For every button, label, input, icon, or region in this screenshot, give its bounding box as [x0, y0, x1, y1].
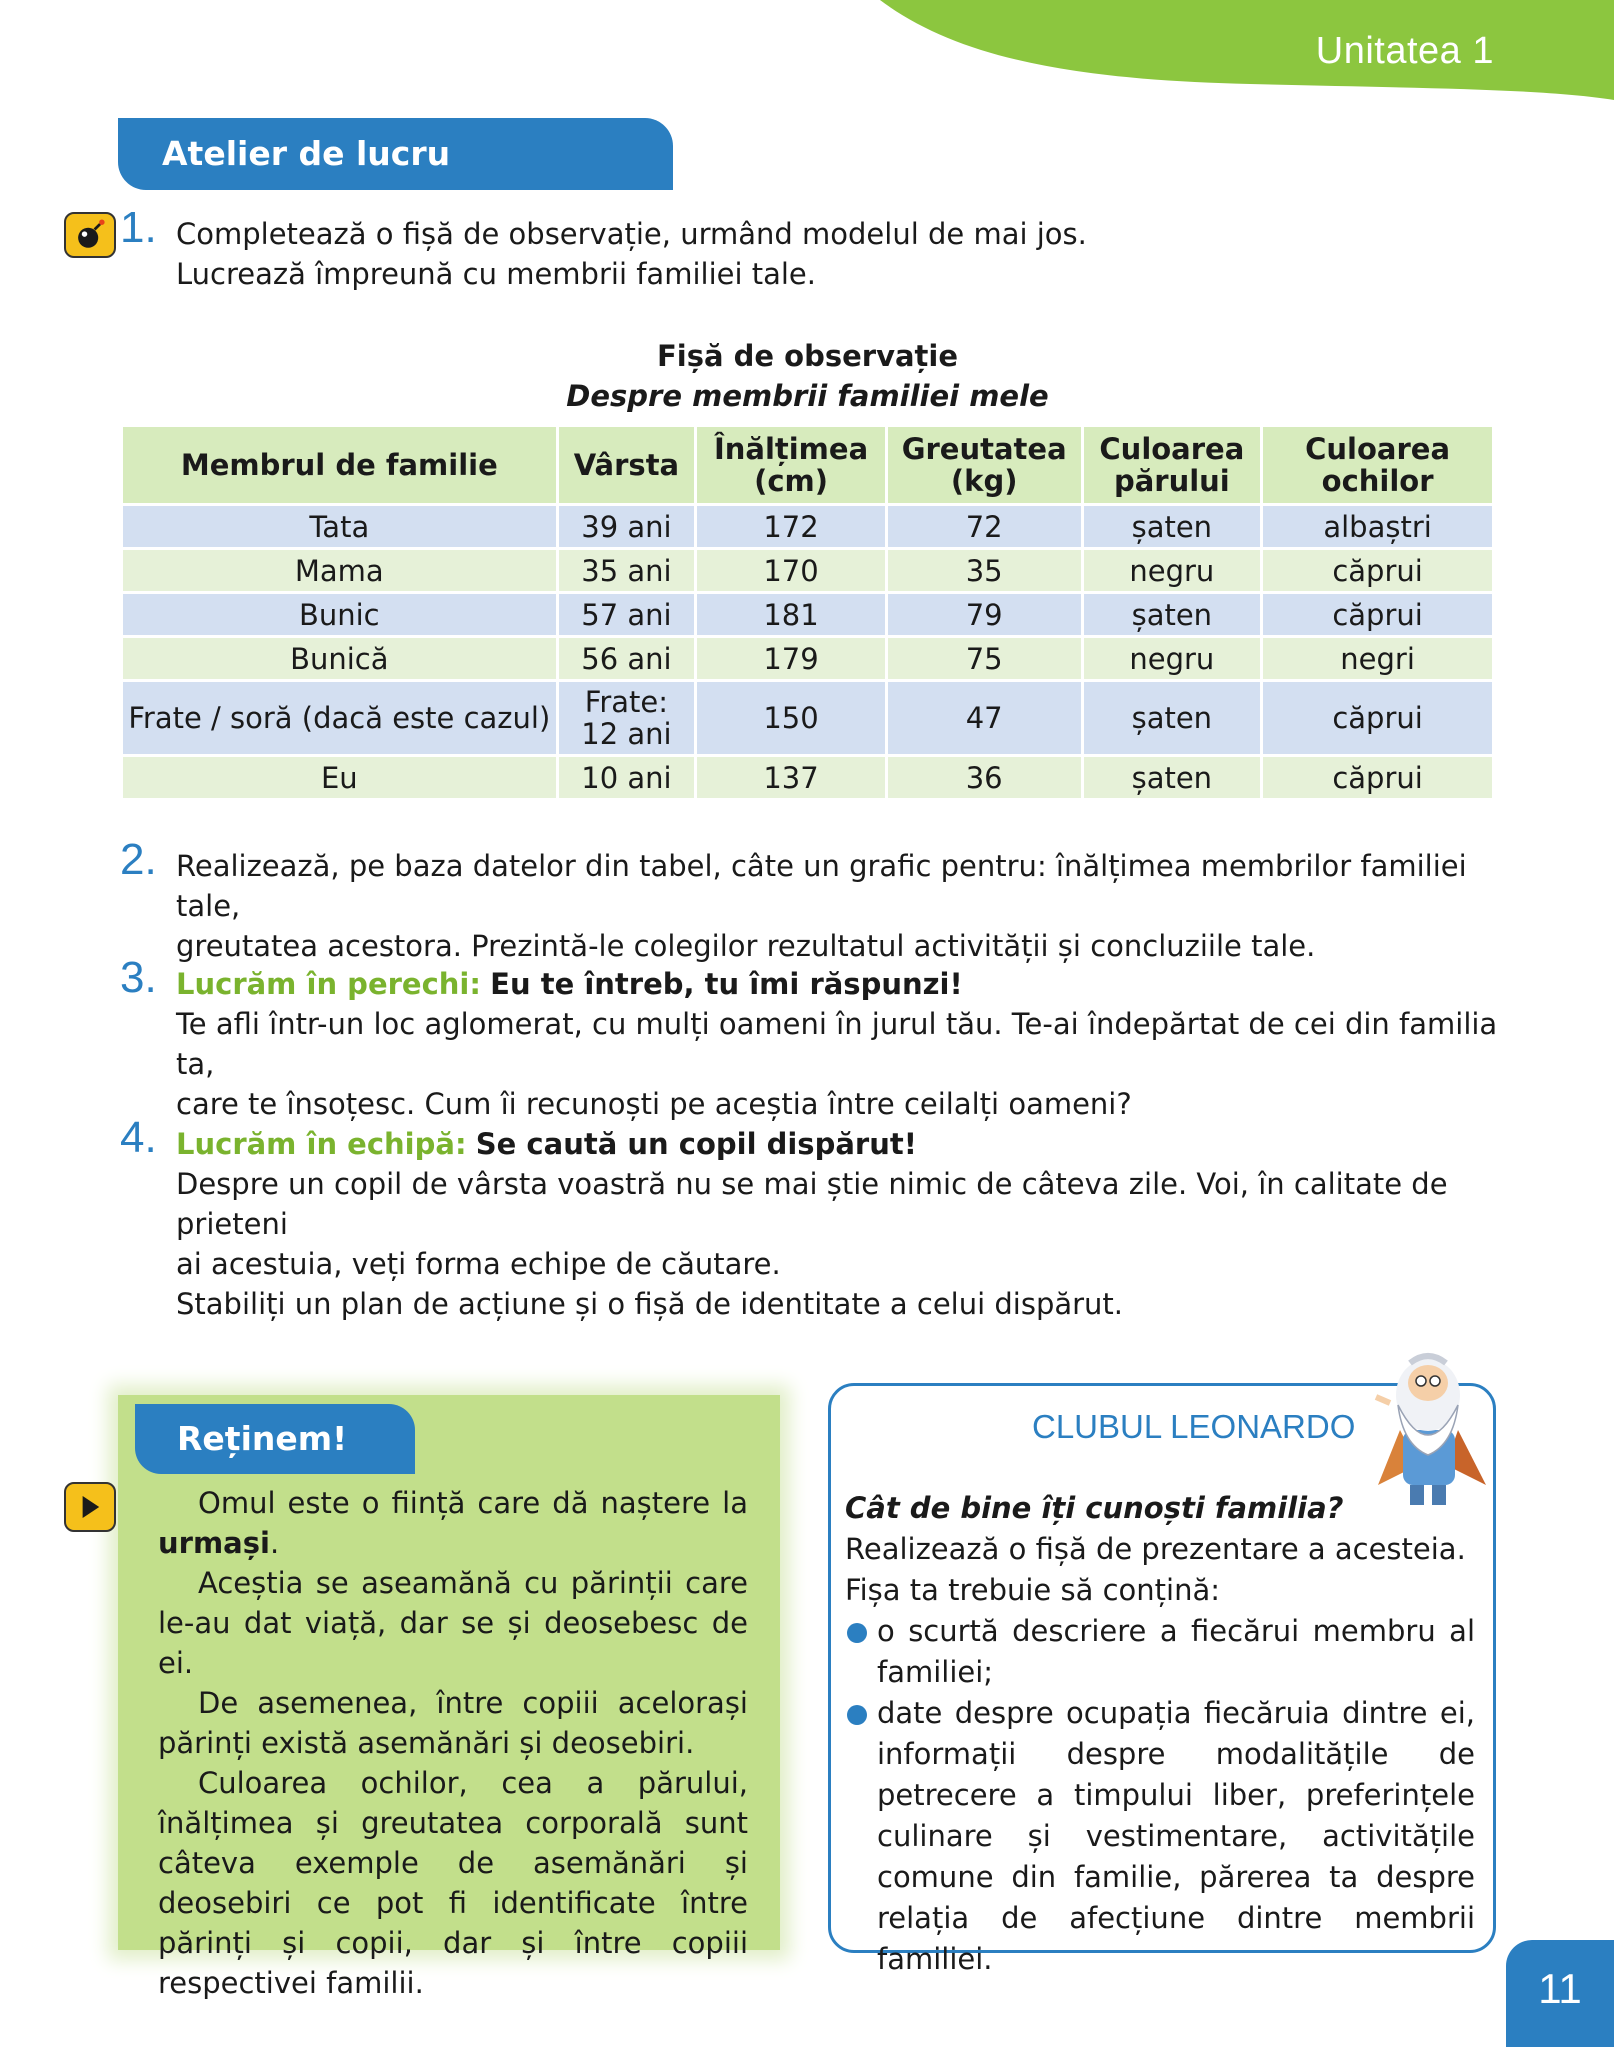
table-cell: Mama	[123, 550, 556, 591]
retinem-paragraph: Aceștia se aseamănă cu părinții care le-au dat viață, dar se și deosebesc de ei.	[158, 1566, 748, 1680]
table-cell: șaten	[1084, 757, 1261, 798]
column-header: Înălțimea (cm)	[697, 427, 885, 503]
club-line: Realizează o fișă de prezentare a acesteia.	[845, 1532, 1466, 1566]
table-cell: căprui	[1263, 550, 1492, 591]
retinem-text	[158, 1483, 748, 2003]
task-number: 3.	[120, 953, 157, 1002]
task-label: Lucrăm în perechi:	[176, 967, 481, 1001]
table-cell: căprui	[1263, 682, 1492, 754]
club-line: Fișa ta trebuie să conțină:	[845, 1573, 1221, 1607]
task-label: Lucrăm în echipă:	[176, 1127, 467, 1161]
page-number: 11	[1506, 1940, 1614, 2047]
club-question: Cât de bine îți cunoști familia?	[845, 1491, 1344, 1525]
task-text: Realizează, pe baza datelor din tabel, câte un grafic pentru: înălțimea membrilor familiei tale,	[176, 849, 1467, 923]
table-cell: 170	[697, 550, 885, 591]
table-cell: 181	[697, 594, 885, 635]
task-3	[120, 953, 1500, 1124]
retinem-paragraph: De asemenea, între copiii acelorași părinți există asemănări și deosebiri.	[158, 1686, 748, 1760]
list-item	[845, 1693, 1475, 1980]
table-subtitle: Despre membrii familiei mele	[566, 379, 1049, 413]
club-title: CLUBUL LEONARDO	[1032, 1408, 1356, 1445]
table-cell: șaten	[1084, 594, 1261, 635]
table-cell: 10 ani	[559, 757, 695, 798]
table-cell: 47	[888, 682, 1081, 754]
task-number: 2.	[120, 835, 157, 884]
task-text: Despre un copil de vârsta voastră nu se mai știe nimic de câteva zile. Voi, în calitate de prieteni	[176, 1167, 1448, 1241]
table-cell: Eu	[123, 757, 556, 798]
column-header: Greutatea (kg)	[888, 427, 1081, 503]
bomb-icon	[64, 212, 116, 258]
table-cell: Tata	[123, 506, 556, 547]
table-cell: albaștri	[1263, 506, 1492, 547]
club-text	[845, 1488, 1475, 1980]
task-text: Te afli într-un loc aglomerat, cu mulți oameni în jurul tău. Te-ai îndepărtat de cei din familia ta,	[176, 1007, 1498, 1081]
retinem-text-part: .	[269, 1526, 280, 1560]
task-text: Stabiliți un plan de acțiune și o fișă de identitate a celui dispărut.	[176, 1287, 1124, 1321]
column-header: Membrul de familie	[123, 427, 556, 503]
retinem-title: Reținem!	[135, 1404, 415, 1474]
table-cell: negru	[1084, 638, 1261, 679]
table-cell: Frate: 12 ani	[559, 682, 695, 754]
retinem-text-part: Omul este o ființă care dă naștere la	[198, 1486, 748, 1520]
task-heading: Se caută un copil dispărut!	[475, 1127, 917, 1161]
task-1	[120, 203, 1500, 294]
column-header: Culoarea părului	[1084, 427, 1261, 503]
table-cell: 137	[697, 757, 885, 798]
retinem-keyword: urmași	[158, 1526, 270, 1560]
task-text: ai acestuia, veți forma echipe de căutare.	[176, 1247, 781, 1281]
column-header: Vârsta	[559, 427, 695, 503]
table-cell: Frate / soră (dacă este cazul)	[123, 682, 556, 754]
table-cell: 72	[888, 506, 1081, 547]
task-number: 4.	[120, 1113, 157, 1162]
list-item	[845, 1611, 1475, 1693]
table-cell: 57 ani	[559, 594, 695, 635]
table-row	[123, 757, 1492, 798]
retinem-paragraph: Culoarea ochilor, cea a părului, înălțimea și greutatea corporală sunt câteva exemple de asemănări și deosebiri ce pot fi identificate între părinți și copii, dar și între copiii respectivei familii.	[158, 1766, 748, 2000]
table-row	[123, 638, 1492, 679]
table-cell: 150	[697, 682, 885, 754]
table-cell: Bunic	[123, 594, 556, 635]
table-cell: negri	[1263, 638, 1492, 679]
club-list	[845, 1611, 1475, 1980]
table-cell: 56 ani	[559, 638, 695, 679]
table-cell: șaten	[1084, 506, 1261, 547]
task-2	[120, 835, 1500, 966]
task-heading: Eu te întreb, tu îmi răspunzi!	[490, 967, 963, 1001]
table-cell: 79	[888, 594, 1081, 635]
bullet-icon	[847, 1705, 867, 1725]
list-item-text: date despre ocupația fiecăruia dintre ei, informații despre modalitățile de petrecere a timpului liber, preferințele culinare și vestimentare, activitățile comune din familie, părerea ta despre relația de afecțiune dintre membrii familiei.	[877, 1696, 1475, 1976]
table-cell: negru	[1084, 550, 1261, 591]
table-cell: căprui	[1263, 594, 1492, 635]
task-text: greutatea acestora. Prezintă-le colegilor rezultatul activității și concluziile tale.	[176, 929, 1316, 963]
observation-table	[120, 424, 1495, 801]
column-header: Culoarea ochilor	[1263, 427, 1492, 503]
bullet-icon	[847, 1623, 867, 1643]
table-cell: 39 ani	[559, 506, 695, 547]
table-row	[123, 550, 1492, 591]
table-cell: șaten	[1084, 682, 1261, 754]
table-title: Fișă de observație	[656, 339, 959, 373]
table-row	[123, 506, 1492, 547]
table-cell: 35 ani	[559, 550, 695, 591]
table-cell: 36	[888, 757, 1081, 798]
table-cell: 75	[888, 638, 1081, 679]
table-cell: 179	[697, 638, 885, 679]
table-cell: căprui	[1263, 757, 1492, 798]
table-header-row	[123, 427, 1492, 503]
task-text: Lucrează împreună cu membrii familiei tale.	[176, 257, 816, 291]
task-number: 1.	[120, 203, 157, 252]
task-4	[120, 1113, 1500, 1324]
table-row	[123, 594, 1492, 635]
list-item-text: o scurtă descriere a fiecărui membru al familiei;	[877, 1614, 1475, 1689]
table-cell: Bunică	[123, 638, 556, 679]
table-row	[123, 682, 1492, 754]
task-text: care te însoțesc. Cum îi recunoști pe aceștia între ceilalți oameni?	[176, 1087, 1132, 1121]
table-cell: 172	[697, 506, 885, 547]
task-text: Completează o fișă de observație, urmând modelul de mai jos.	[176, 217, 1087, 251]
section-title: Atelier de lucru	[118, 118, 673, 190]
table-cell: 35	[888, 550, 1081, 591]
play-icon[interactable]	[64, 1482, 116, 1532]
unit-label: Unitatea 1	[1315, 30, 1494, 72]
